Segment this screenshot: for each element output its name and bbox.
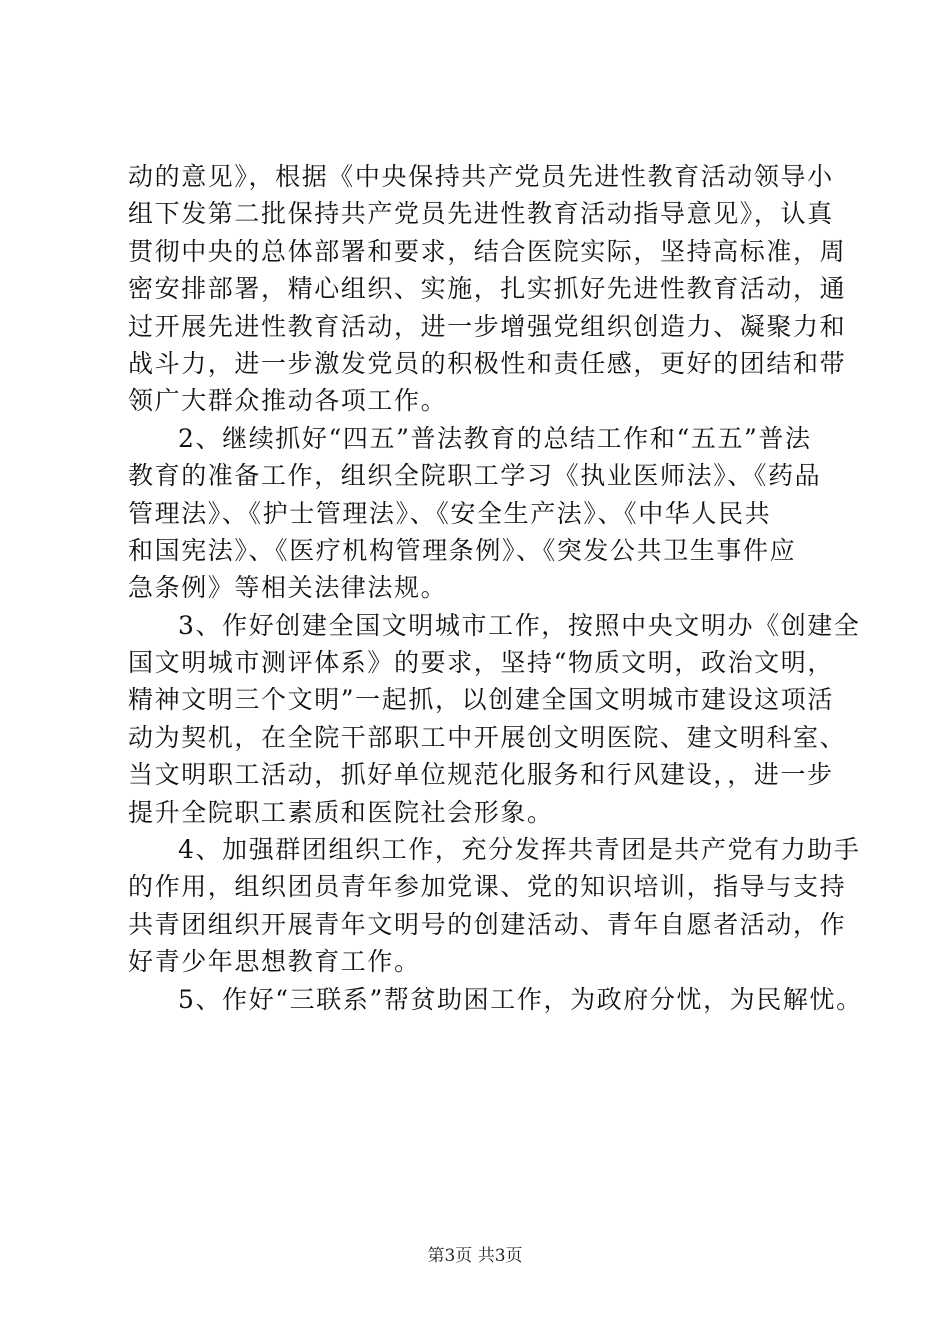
paragraph-5-first-line: 5、作好“三联系”帮贫助困工作，为政府分忧，为民解忧。: [178, 984, 863, 1014]
document-body: [128, 158, 863, 1018]
text-line: 领广大群众推动各项工作。: [128, 386, 448, 416]
text-line: 好青少年思想教育工作。: [128, 947, 421, 977]
paragraph-2-first-line: 2、继续抓好“四五”普法教育的总结工作和“五五”普法: [178, 423, 812, 453]
text-line: 贯彻中央的总体部署和要求，结合医院实际，坚持高标准，周: [128, 236, 847, 266]
text-line: 急条例》等相关法律法规。: [128, 573, 448, 603]
text-line: 密安排部署，精心组织、实施，扎实抓好先进性教育活动，通: [128, 274, 847, 304]
text-line: 共青团组织开展青年文明号的创建活动、青年自愿者活动，作: [128, 909, 847, 939]
text-line: 过开展先进性教育活动，进一步增强党组织创造力、凝聚力和: [128, 311, 847, 341]
text-line: 组下发第二批保持共产党员先进性教育活动指导意见》，认真: [128, 199, 834, 229]
text-line: 管理法》、《护士管理法》、《安全生产法》、《中华人民共: [128, 498, 772, 528]
text-line: 国文明城市测评体系》的要求，坚持“物质文明，政治文明，: [128, 648, 834, 678]
text-line: 动为契机，在全院干部职工中开展创文明医院、建文明科室、: [128, 722, 847, 752]
text-line: 动的意见》，根据《中央保持共产党员先进性教育活动领导小: [128, 162, 834, 191]
text-line: 精神文明三个文明”一起抓，以创建全国文明城市建设这项活: [128, 685, 834, 715]
paragraph-4-first-line: 4、加强群团组织工作，充分发挥共青团是共产党有力助手: [178, 835, 861, 865]
text-line: 提升全院职工素质和医院社会形象。: [128, 797, 554, 827]
text-line: 教育的准备工作，组织全院职工学习《执业医师法》、《药品: [128, 461, 822, 491]
text-line: 战斗力，进一步激发党员的积极性和责任感，更好的团结和带: [128, 348, 847, 378]
text-line: 当文明职工活动，抓好单位规范化服务和行风建设，，进一步: [128, 760, 834, 790]
paragraph-3-first-line: 3、作好创建全国文明城市工作，按照中央文明办《创建全: [178, 610, 861, 640]
text-line: 的作用，组织团员青年参加党课、党的知识培训，指导与支持: [128, 872, 847, 902]
text-line: 和国宪法》、《医疗机构管理条例》、《突发公共卫生事件应: [128, 535, 797, 565]
page-number-footer: 第3页 共3页: [427, 1246, 523, 1266]
